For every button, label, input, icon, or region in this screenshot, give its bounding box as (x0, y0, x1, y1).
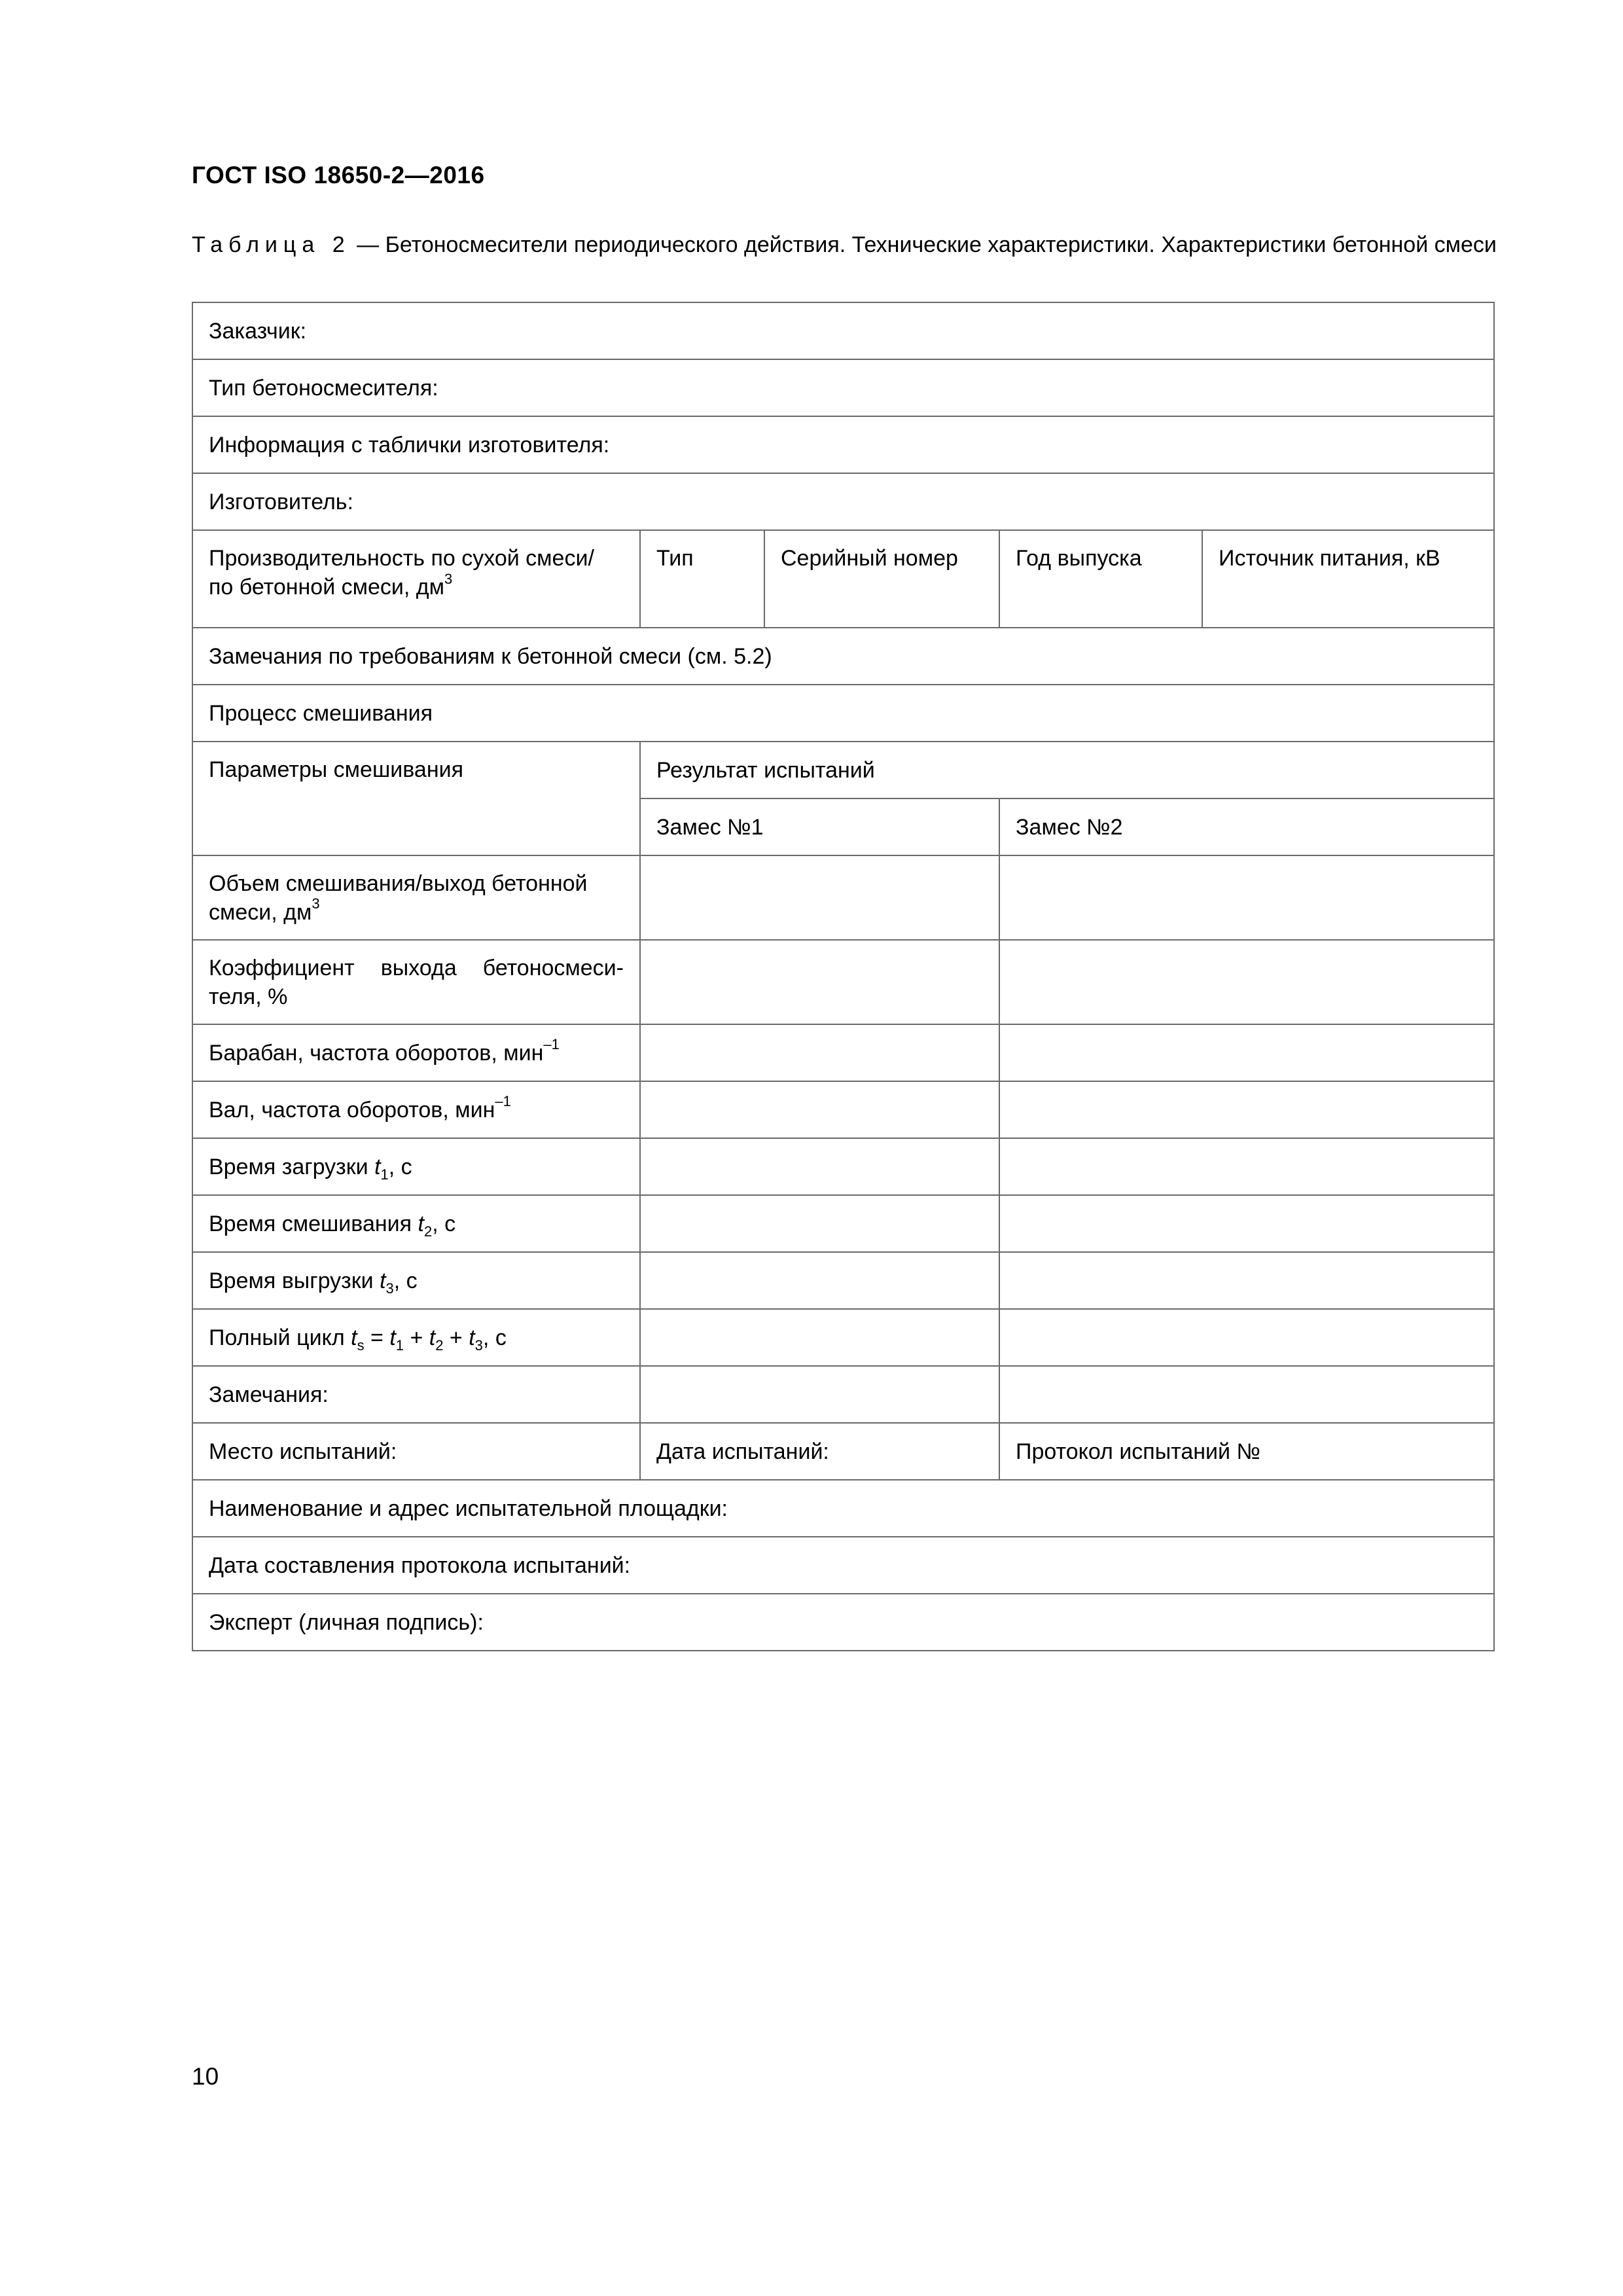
mix-time-subscript: 2 (423, 1223, 433, 1240)
coefficient-param-cell: Коэффициент выхода бетоносмесителя, % (192, 940, 640, 1024)
mix-time-label: Время смешивания (209, 1211, 418, 1236)
load-time-label: Время загрузки (209, 1154, 375, 1179)
table-caption-label: Таблица 2 (192, 232, 351, 257)
shaft-speed-batch2-cell[interactable] (999, 1081, 1494, 1138)
table-row (192, 1537, 1494, 1594)
year-cell[interactable]: Год выпуска (999, 530, 1202, 628)
load-time-unit: , с (388, 1154, 412, 1179)
table-row (192, 1594, 1494, 1651)
plus-sign: + (404, 1325, 429, 1350)
full-cycle-variable: t (351, 1325, 357, 1350)
load-time-batch1-cell[interactable] (640, 1138, 999, 1195)
table-row (192, 359, 1494, 416)
customer-cell[interactable]: Заказчик: (192, 302, 1494, 359)
table-row (192, 1195, 1494, 1252)
table-caption-text: Бетоносмесители периодического действия. Технические характеристики. Характеристики бетонной смеси (385, 232, 1497, 257)
test-report-number-cell[interactable]: Протокол испытаний № (999, 1423, 1494, 1480)
table-caption-dash: — (350, 232, 385, 257)
full-cycle-equals: = (364, 1325, 390, 1350)
table-row (192, 1138, 1494, 1195)
table-row (192, 940, 1494, 1024)
volume-unit-exponent: 3 (312, 895, 320, 912)
table-row (192, 685, 1494, 742)
test-result-header: Результат испытаний (640, 742, 1494, 798)
full-cycle-label: Полный цикл (209, 1325, 351, 1350)
full-cycle-batch1-cell[interactable] (640, 1309, 999, 1366)
shaft-speed-batch1-cell[interactable] (640, 1081, 999, 1138)
table-row (192, 1423, 1494, 1480)
remarks-requirements-cell[interactable]: Замечания по требованиям к бетонной смеси (см. 5.2) (192, 628, 1494, 685)
mix-time-variable: t (418, 1211, 424, 1236)
capacity-unit-exponent: 3 (444, 570, 453, 587)
load-time-param-cell (192, 1138, 640, 1195)
table-row (192, 416, 1494, 473)
batch1-header: Замес №1 (640, 798, 999, 855)
mixer-type-cell[interactable]: Тип бетоносмесителя: (192, 359, 1494, 416)
table-row (192, 302, 1494, 359)
t1-subscript: 1 (395, 1336, 404, 1354)
mixing-process-cell: Процесс смешивания (192, 685, 1494, 742)
full-cycle-param-cell (192, 1309, 640, 1366)
table-row (192, 628, 1494, 685)
t1-variable: t (389, 1325, 396, 1350)
unload-time-label: Время выгрузки (209, 1268, 380, 1293)
volume-batch2-cell[interactable] (999, 855, 1494, 940)
shaft-speed-exponent: –1 (495, 1093, 511, 1110)
coefficient-batch1-cell[interactable] (640, 940, 999, 1024)
table-row (192, 473, 1494, 530)
table-row (192, 1252, 1494, 1309)
shaft-speed-label: Вал, частота оборотов, мин (209, 1097, 495, 1122)
table-row (192, 1309, 1494, 1366)
t3-subscript: 3 (474, 1336, 483, 1354)
volume-batch1-cell[interactable] (640, 855, 999, 940)
capacity-label: Производительность по сухой смеси/ по бетонной смеси, дм (209, 546, 594, 600)
unload-time-subscript: 3 (385, 1280, 394, 1297)
table-caption (192, 230, 1501, 259)
mix-time-param-cell (192, 1195, 640, 1252)
mix-time-batch1-cell[interactable] (640, 1195, 999, 1252)
drum-speed-batch2-cell[interactable] (999, 1024, 1494, 1081)
nameplate-info-cell[interactable]: Информация с таблички изготовителя: (192, 416, 1494, 473)
drum-speed-label: Барабан, частота оборотов, мин (209, 1040, 544, 1066)
full-cycle-batch2-cell[interactable] (999, 1309, 1494, 1366)
expert-signature-cell[interactable]: Эксперт (личная подпись): (192, 1594, 1494, 1651)
mixing-params-header: Параметры смешивания (192, 742, 640, 855)
table-row (192, 1024, 1494, 1081)
power-source-cell[interactable]: Источник питания, кВ (1202, 530, 1494, 628)
drum-speed-exponent: –1 (543, 1036, 560, 1053)
remarks-cell: Замечания: (192, 1366, 640, 1423)
full-cycle-subscript: s (357, 1336, 365, 1354)
table-row (192, 1366, 1494, 1423)
test-place-cell[interactable]: Место испытаний: (192, 1423, 640, 1480)
test-report-table (192, 302, 1495, 1651)
batch2-header: Замес №2 (999, 798, 1494, 855)
plus-sign: + (443, 1325, 469, 1350)
manufacturer-cell[interactable]: Изготовитель: (192, 473, 1494, 530)
drum-speed-param-cell (192, 1024, 640, 1081)
unload-time-batch2-cell[interactable] (999, 1252, 1494, 1309)
load-time-variable: t (374, 1154, 381, 1179)
unload-time-unit: , с (393, 1268, 418, 1293)
drum-speed-batch1-cell[interactable] (640, 1024, 999, 1081)
mix-time-unit: , с (432, 1211, 456, 1236)
unload-time-batch1-cell[interactable] (640, 1252, 999, 1309)
full-cycle-unit: , с (482, 1325, 507, 1350)
page-number: 10 (192, 2063, 219, 2090)
t2-subscript: 2 (435, 1336, 444, 1354)
t3-variable: t (469, 1325, 475, 1350)
coefficient-batch2-cell[interactable] (999, 940, 1494, 1024)
volume-param-label: Объем смешивания/выход бетонной смеси, дм (209, 870, 588, 925)
table-row (192, 742, 1494, 798)
site-name-cell[interactable]: Наименование и адрес испытательной площадки: (192, 1480, 1494, 1537)
unload-time-variable: t (380, 1268, 386, 1293)
load-time-subscript: 1 (380, 1166, 389, 1183)
document-standard-header: ГОСТ ISO 18650-2—2016 (192, 162, 485, 188)
table-row (192, 1480, 1494, 1537)
volume-param-cell (192, 855, 640, 940)
mix-time-batch2-cell[interactable] (999, 1195, 1494, 1252)
shaft-speed-param-cell (192, 1081, 640, 1138)
type-cell[interactable]: Тип (640, 530, 764, 628)
load-time-batch2-cell[interactable] (999, 1138, 1494, 1195)
remarks-batch1-cell[interactable] (640, 1366, 999, 1423)
table-row (192, 855, 1494, 940)
serial-number-cell[interactable]: Серийный номер (764, 530, 999, 628)
capacity-cell[interactable] (192, 530, 640, 628)
remarks-batch2-cell[interactable] (999, 1366, 1494, 1423)
report-date-cell[interactable]: Дата составления протокола испытаний: (192, 1537, 1494, 1594)
test-date-cell[interactable]: Дата испытаний: (640, 1423, 999, 1480)
table-row (192, 1081, 1494, 1138)
unload-time-param-cell (192, 1252, 640, 1309)
t2-variable: t (429, 1325, 436, 1350)
table-row (192, 530, 1494, 628)
